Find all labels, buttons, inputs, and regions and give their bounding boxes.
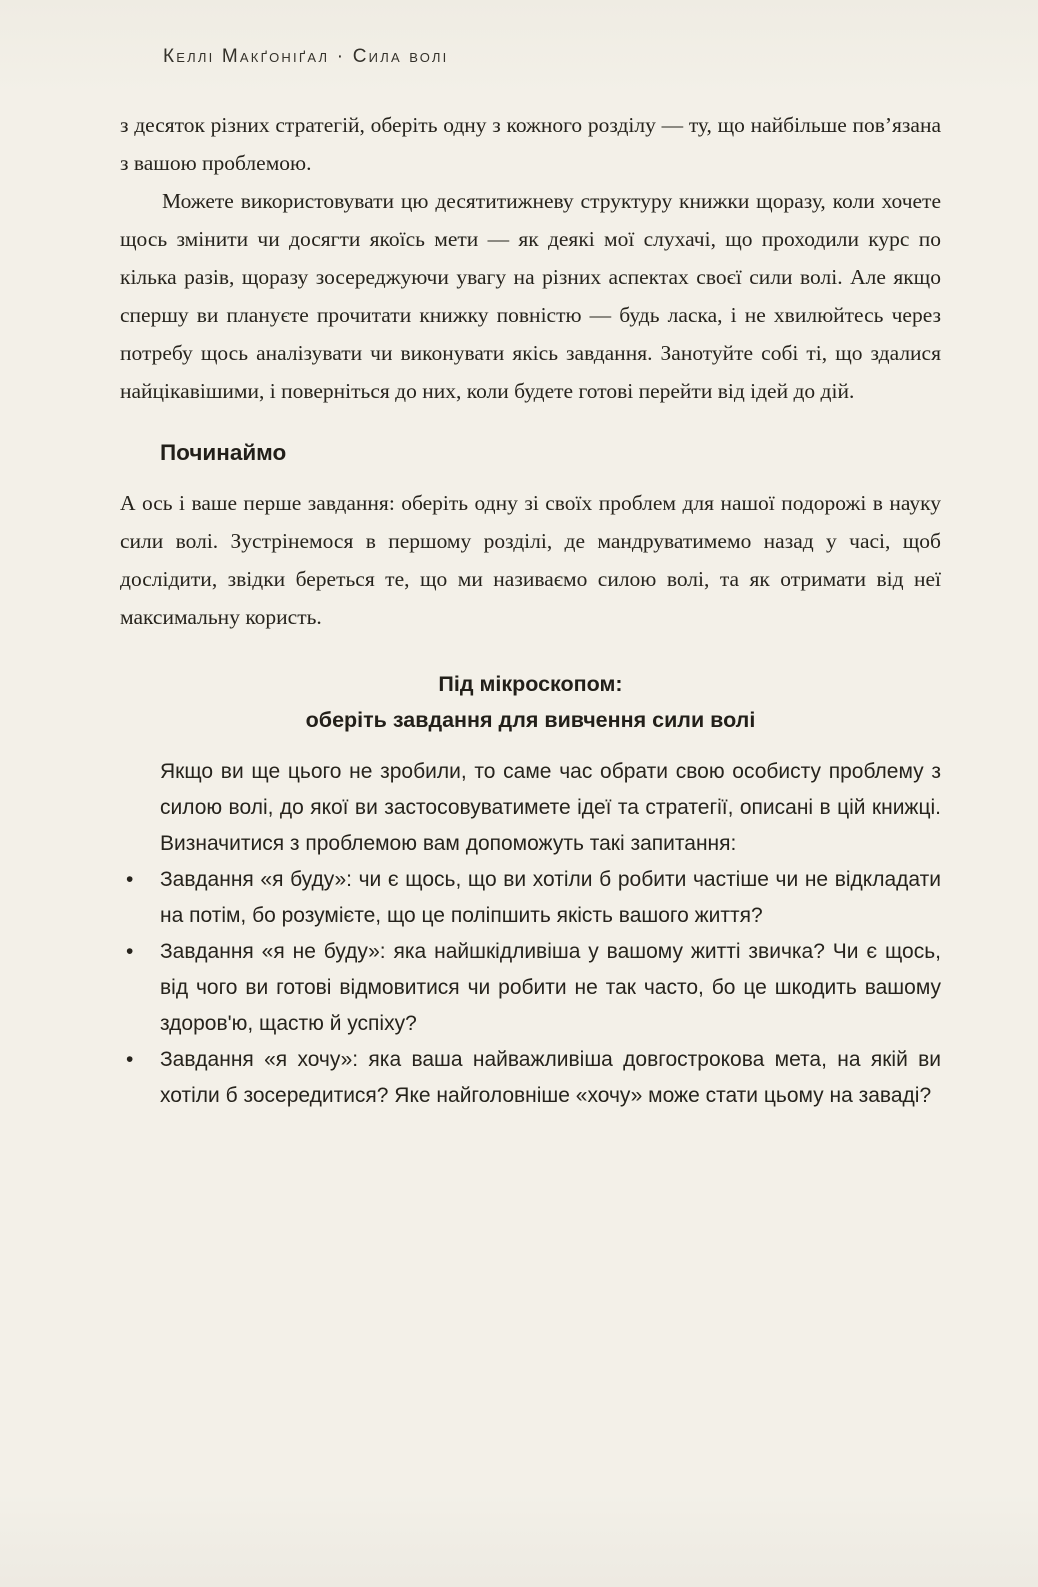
exercise-title-line1: Під мікроскопом: (438, 672, 623, 696)
exercise-bullet-list (120, 862, 941, 1114)
bullet-item: • Завдання «я хочу»: яка ваша найважливіша довгострокова мета, на якій ви хотіли б зосередитися? Яке найголовніше «хочу» може стати цьому на заваді? (120, 1042, 941, 1114)
paragraph-continuation: з десяток різних стратегій, оберіть одну з кожного розділу — ту, що найбільше пов’язана з вашою проблемою. (120, 113, 941, 175)
exercise-intro: Якщо ви ще цього не зробили, то саме час обрати свою особисту проблему з силою волі, до якої ви застосовуватимете ідеї та стратегії, описані в цій книжці. Визначитися з проблемою вам допоможуть такі запитання: (160, 760, 941, 855)
paragraph: Можете використовувати цю десятитижневу структуру книжки щоразу, коли хочете щось змінити чи досягти якоїсь мети — як деякі мої слухачі, що проходили курс по кілька разів, щоразу зосереджуючи увагу на різних аспектах своєї сили волі. Але якщо спершу ви плануєте прочитати книжку повністю — будь ласка, і не хвилюйтесь через потребу щось аналізувати чи виконувати якісь завдання. Занотуйте собі ті, що здалися найцікавішими, і поверніться до них, коли будете готові перейти від ідей до дій. (120, 189, 941, 403)
bullet-item: • Завдання «я буду»: чи є щось, що ви хотіли б робити частіше чи не відкладати на потім, бо розумієте, що це поліпшить якість вашого життя? (120, 862, 941, 934)
paragraph: А ось і ваше перше завдання: оберіть одну зі своїх проблем для нашої подорожі в науку сили волі. Зустрінемося в першому розділі, де мандруватимемо назад у часі, щоб дослідити, звідки береться те, що ми називаємо силою волі, та як отримати від неї максимальну користь. (120, 491, 941, 629)
exercise-box (120, 666, 941, 1114)
section-heading: Починаймо (160, 440, 287, 465)
exercise-title (120, 666, 941, 738)
bullet-item: • Завдання «я не буду»: яка найшкідливіша у вашому житті звичка? Чи є щось, від чого ви готові відмовитися чи робити не так часто, бо це шкодить вашому здоров'ю, щастю й успіху? (120, 934, 941, 1042)
exercise-title-line2: оберіть завдання для вивчення сили волі (305, 708, 756, 732)
running-header: Келлі Макґоніґал · Сила волі (163, 46, 449, 67)
page-content (120, 106, 941, 1114)
